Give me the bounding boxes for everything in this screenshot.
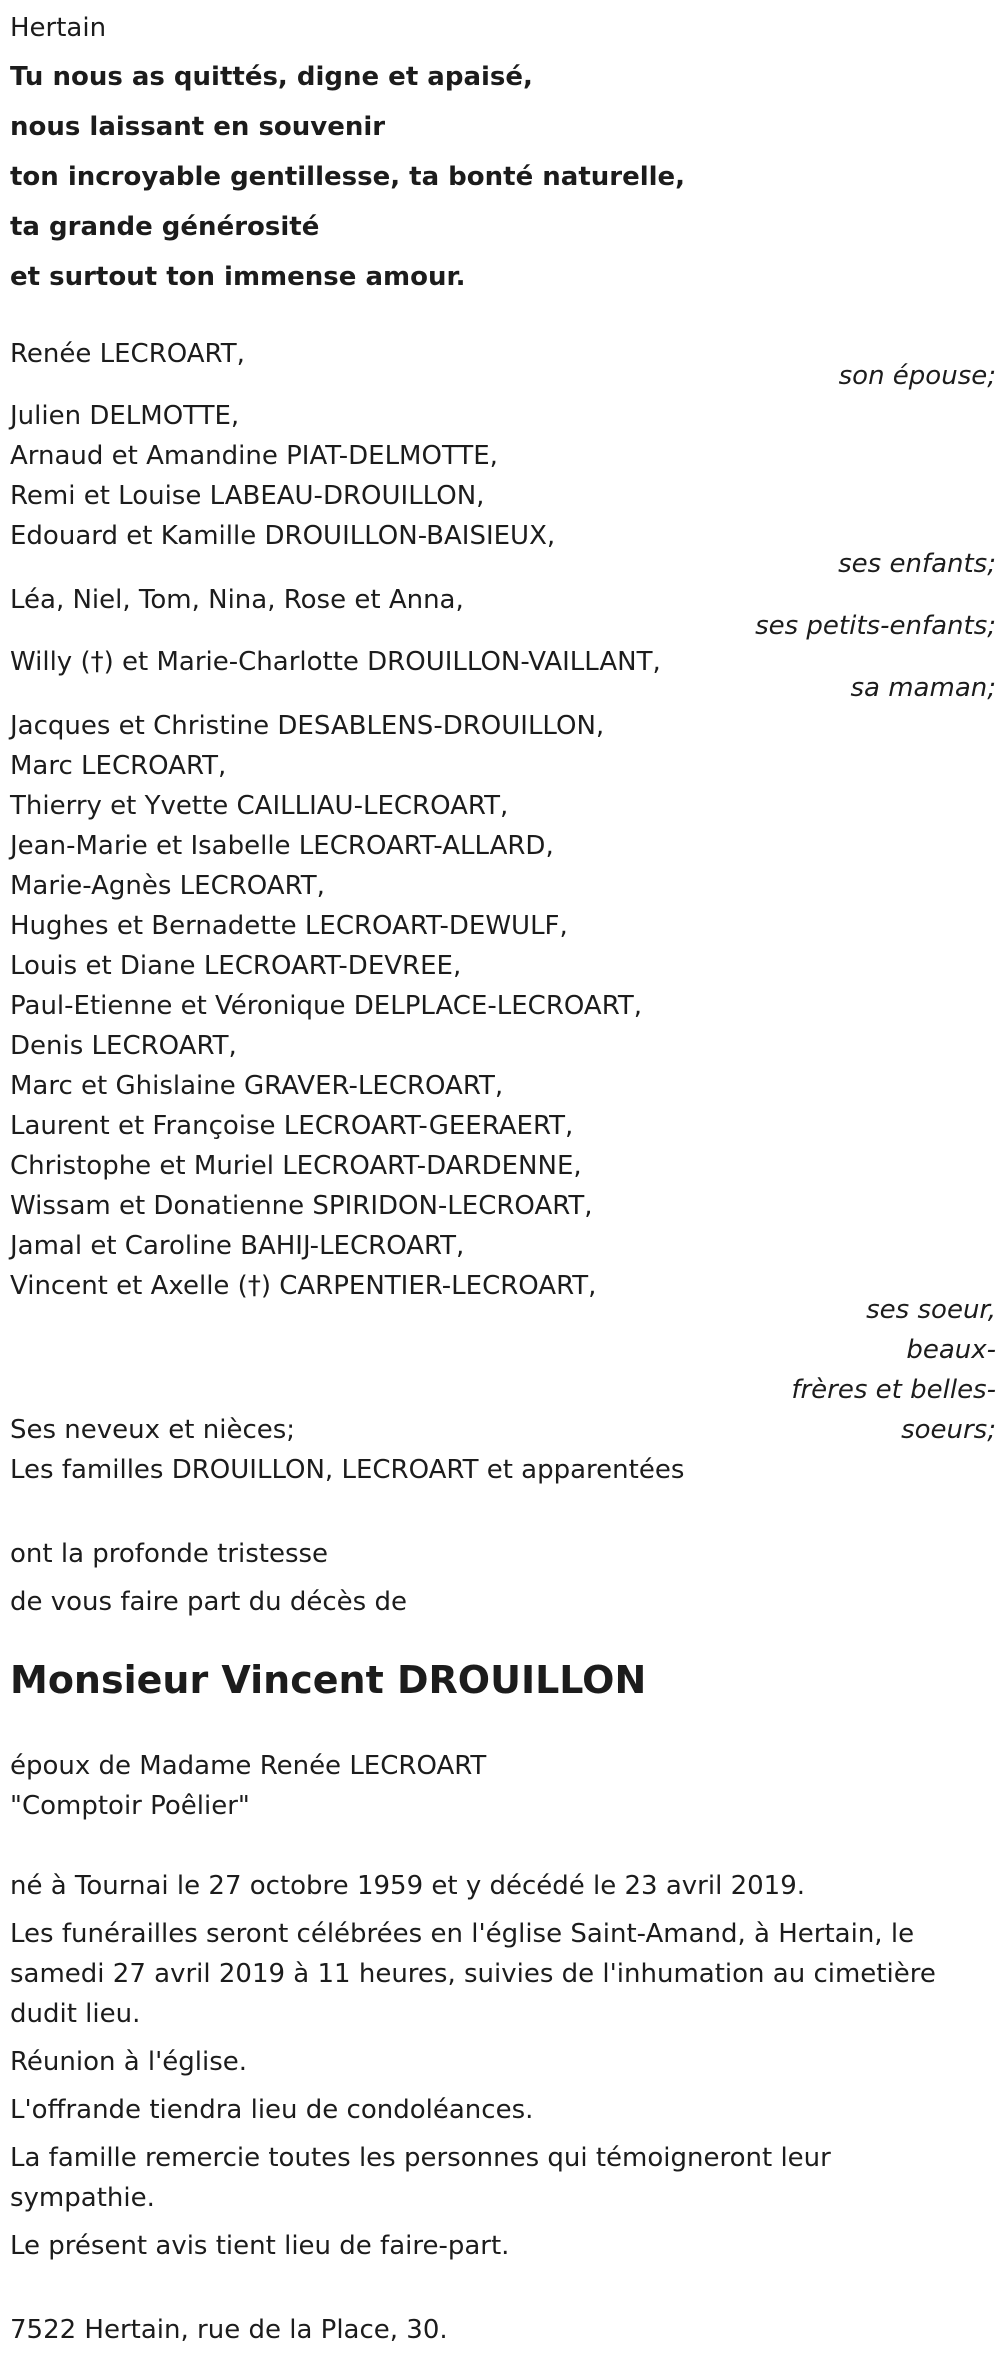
deceased-info-line: époux de Madame Renée LECROART [10, 1751, 487, 1781]
sibling-name: Jean-Marie et Isabelle LECROART-ALLARD, [10, 831, 554, 861]
child-name: Arnaud et Amandine PIAT-DELMOTTE, [10, 441, 498, 471]
deceased-info-line: "Comptoir Poêlier" [10, 1791, 250, 1821]
sibling-name: Paul-Etienne et Véronique DELPLACE-LECROART, [10, 991, 643, 1021]
gathering-info: Réunion à l'église. [10, 2047, 248, 2077]
sibling-name: Laurent et Françoise LECROART-GEERAERT, [10, 1111, 574, 1141]
poem-line: nous laissant en souvenir [10, 112, 386, 142]
siblings-list [10, 706, 990, 1306]
poem-line: ton incroyable gentillesse, ta bonté naturelle, [10, 162, 686, 192]
sibling-name: Denis LECROART, [10, 1031, 237, 1061]
announcement [10, 1530, 990, 1626]
sibling-name: Marc LECROART, [10, 751, 227, 781]
place-name: Hertain [10, 13, 107, 43]
funeral-info: Les funérailles seront célébrées en l'église Saint-Amand, à Hertain, le samedi 27 avril 2019 à 11 heures, suivies de l'inhumation au cimetière dudit lieu. [10, 1919, 936, 2029]
sibling-name: Louis et Diane LECROART-DEVREE, [10, 951, 462, 981]
notice-info: Le présent avis tient lieu de faire-part. [10, 2231, 510, 2261]
poem-line: ta grande générosité [10, 212, 320, 242]
address: 7522 Hertain, rue de la Place, 30. [10, 2315, 448, 2345]
sibling-name: Marc et Ghislaine GRAVER-LECROART, [10, 1071, 504, 1101]
poem-line: et surtout ton immense amour. [10, 262, 466, 292]
other-relatives [10, 1410, 990, 1490]
siblings-role-line: ses soeur, beaux- [866, 1295, 996, 1365]
birth-death-line: né à Tournai le 27 octobre 1959 et y décédé le 23 avril 2019. [10, 1871, 806, 1901]
mother-name: Willy (†) et Marie-Charlotte DROUILLON-VAILLANT, [10, 647, 661, 677]
child-name: Edouard et Kamille DROUILLON-BAISIEUX, [10, 521, 556, 551]
sibling-name: Jacques et Christine DESABLENS-DROUILLON, [10, 711, 605, 741]
grandchildren-role: ses petits-enfants; [755, 611, 996, 641]
sibling-name: Marie-Agnès LECROART, [10, 871, 325, 901]
grandchildren-name: Léa, Niel, Tom, Nina, Rose et Anna, [10, 585, 464, 615]
sibling-name: Wissam et Donatienne SPIRIDON-LECROART, [10, 1191, 593, 1221]
thanks-info: La famille remercie toutes les personnes qui témoigneront leur sympathie. [10, 2143, 831, 2213]
sibling-name: Vincent et Axelle (†) CARPENTIER-LECROART, [10, 1271, 597, 1301]
details [10, 1866, 990, 2266]
mother-role: sa maman; [850, 673, 996, 703]
offering-info: L'offrande tiendra lieu de condoléances. [10, 2095, 534, 2125]
siblings-role-line: frères et belles- [791, 1375, 996, 1405]
deceased-info [10, 1746, 990, 1826]
children-role: ses enfants; [838, 549, 996, 579]
siblings-role-line: soeurs; [901, 1415, 996, 1445]
child-name: Remi et Louise LABEAU-DROUILLON, [10, 481, 485, 511]
announcement-line: de vous faire part du décès de [10, 1587, 407, 1617]
sibling-name: Hughes et Bernadette LECROART-DEWULF, [10, 911, 568, 941]
announcement-line: ont la profonde tristesse [10, 1539, 329, 1569]
spouse-role: son épouse; [838, 361, 996, 391]
other-relatives-line: Les familles DROUILLON, LECROART et apparentées [10, 1455, 685, 1485]
children-list [10, 396, 990, 556]
poem-line: Tu nous as quittés, digne et apaisé, [10, 62, 533, 92]
sibling-name: Jamal et Caroline BAHIJ-LECROART, [10, 1231, 465, 1261]
poem [10, 52, 685, 302]
spouse-name: Renée LECROART, [10, 339, 245, 369]
deceased-name: Monsieur Vincent DROUILLON [10, 1658, 647, 1702]
child-name: Julien DELMOTTE, [10, 401, 240, 431]
other-relatives-line: Ses neveux et nièces; [10, 1415, 296, 1445]
sibling-name: Christophe et Muriel LECROART-DARDENNE, [10, 1151, 582, 1181]
sibling-name: Thierry et Yvette CAILLIAU-LECROART, [10, 791, 509, 821]
